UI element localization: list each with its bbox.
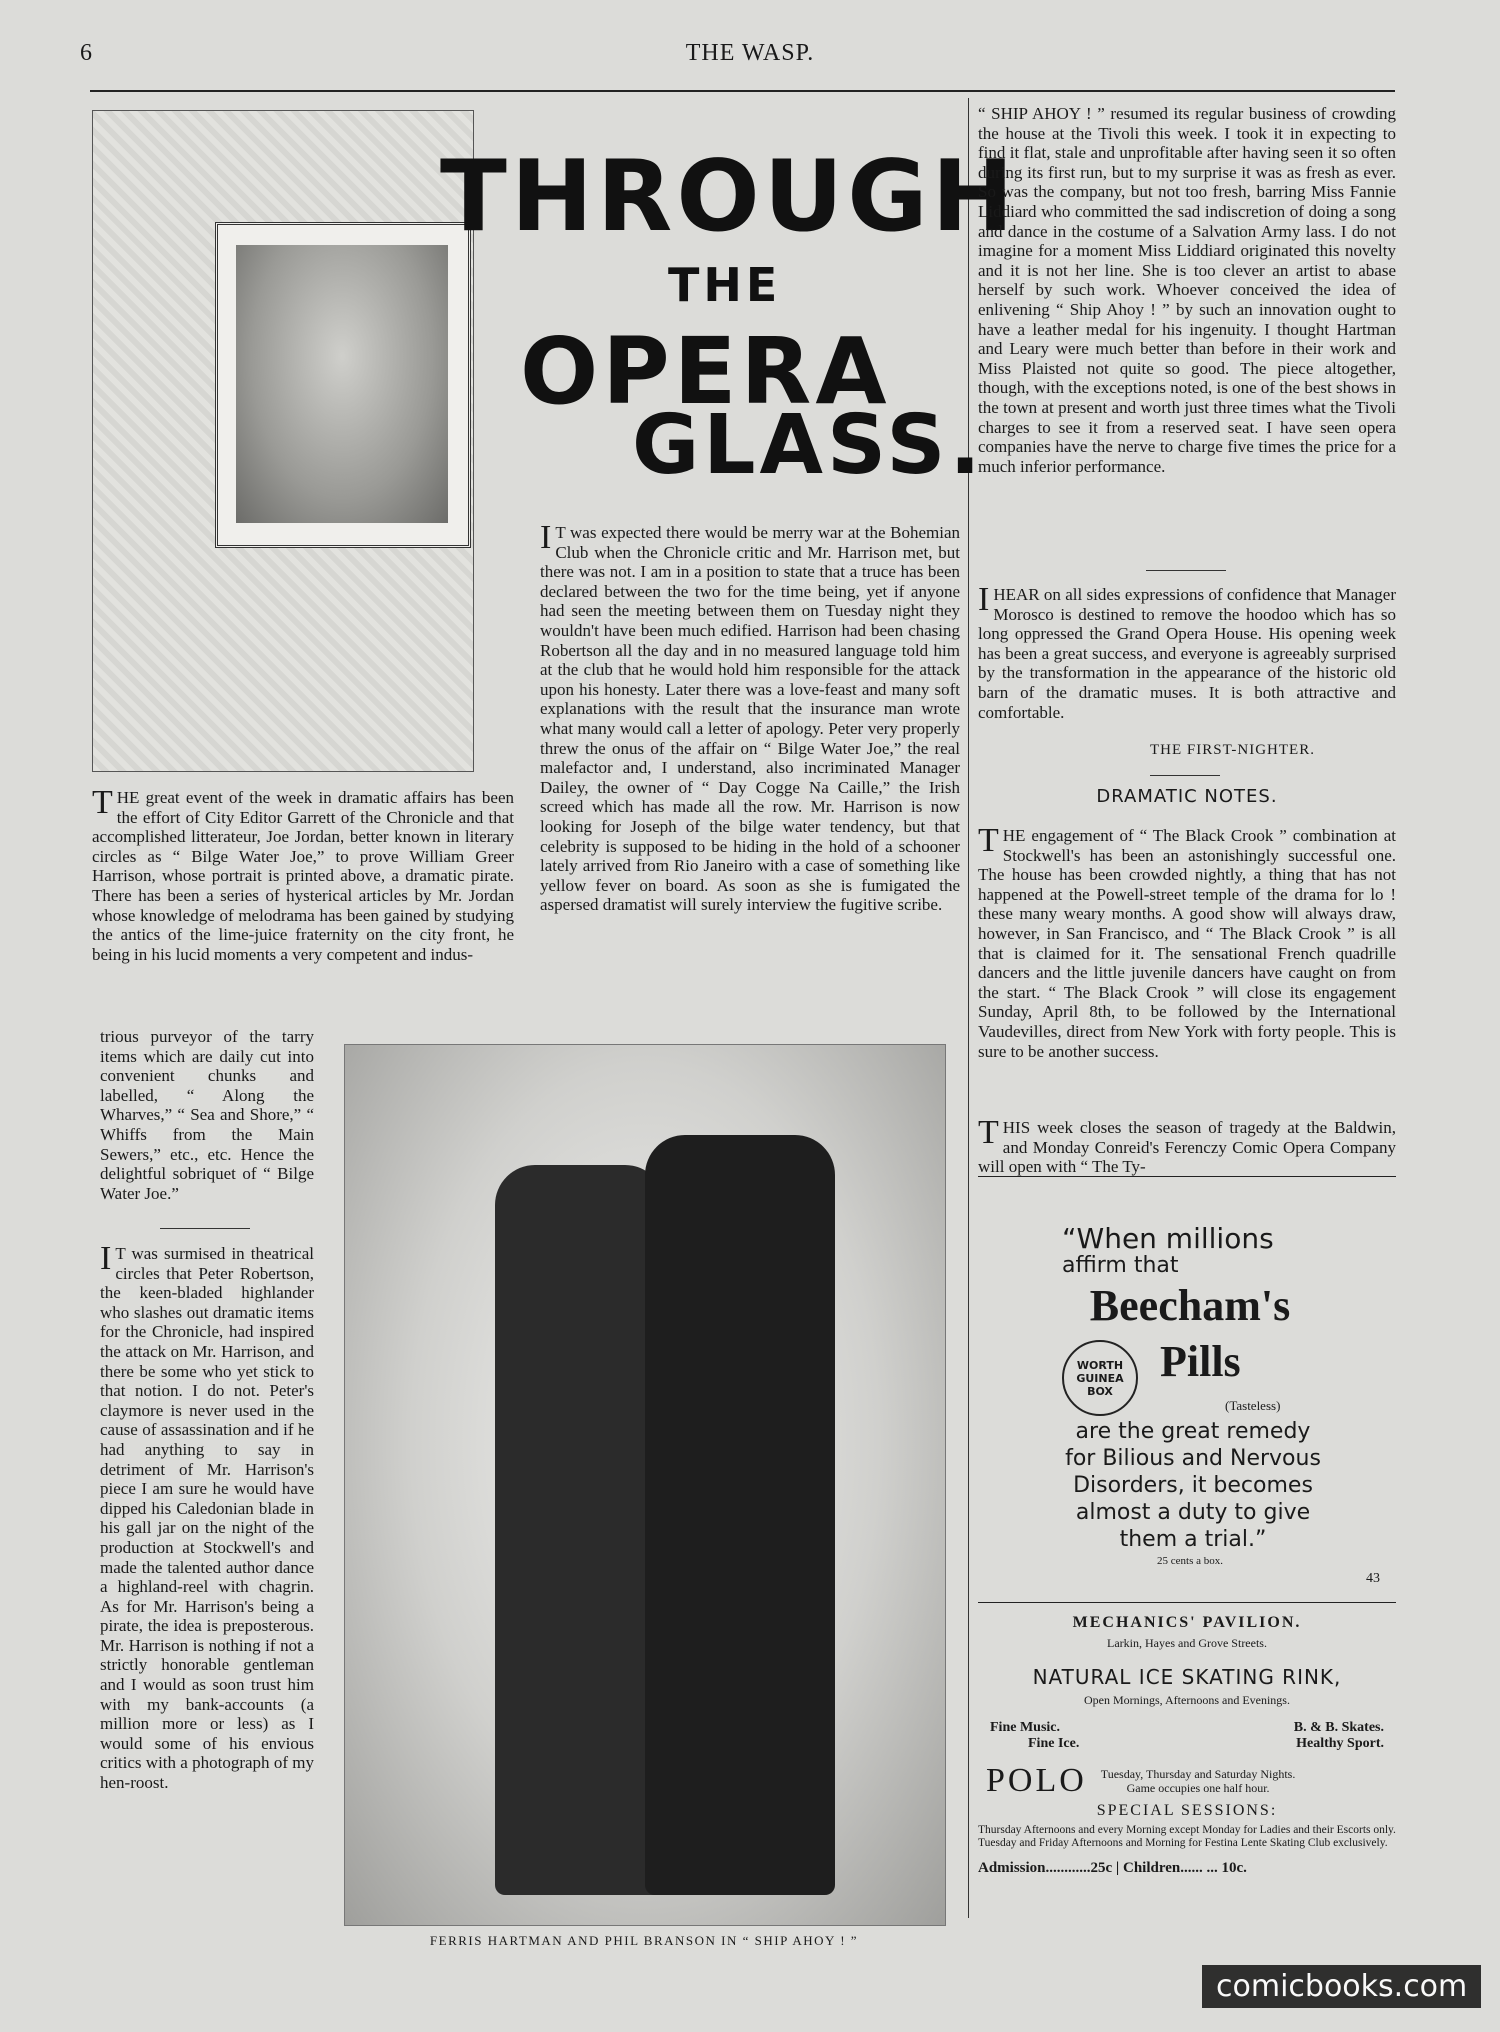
article-narrow-2: IT was surmised in theatrical circles that Peter Robertson, the keen-bladed highlander who slashes out dramatic items for the Chronicle, had inspired the attack on Mr. Harrison, and there be some who yet stick to that notion. I do not. Peter's claymore is never used in the cause of assassination and if he had anything to say in detriment of Mr. Harrison's piece I am sure he would have dipped his Caledonian blade in his gall jar on the night of the production at Stockwell's and made the talented author dance a highland-reel with chagrin. As for Mr. Harrison's being a pirate, the idea is preposterous. Mr. Harrison is nothing if not a strictly honorable gentleman and I would as soon trust him with my bank-accounts (a million more or less) as I would some of his envious critics with a photograph of my hen-roost. (100, 1240, 314, 1793)
stage-photo (344, 1044, 946, 1926)
page-number: 6 (80, 40, 93, 66)
title-the: THE (668, 258, 782, 312)
article-ship-ahoy: “ SHIP AHOY ! ” resumed its regular business of crowding the house at the Tivoli this week. I took it in expecting to find it flat, stale and unprofitable after having seen it so often during its first run, but to my surprise it was as fresh as ever. So was the company, but not too fresh, barring Miss Fannie Liddiard who committed the sad indiscretion of doing a song and dance in the costume of a Salvation Army lass. I do not imagine for a moment Miss Liddiard originated this novelty and it is not her line. She is too clever an artist to abase herself by such work. Whoever conceived the idea of enlivening “ Ship Ahoy ! ” by such an innovation ought to have a leather medal for his ingenuity. I thought Hartman and Leary were much better than before in their work and Miss Plaisted not quite so good. The piece altogether, though, with the exceptions noted, is one of the best shows in the town at present and worth just three times what the Tivoli charges to see it from a reserved seat. I have seen opera companies have the nerve to charge five times the price for a much inferior performance. (978, 104, 1396, 476)
seal-mid: GUINEA (1076, 1371, 1124, 1385)
admission-prices: Admission............25c | Children...... ... 10c. (978, 1860, 1247, 1876)
special-sessions: SPECIAL SESSIONS: (1096, 1802, 1278, 1819)
pavilion-title: MECHANICS' PAVILION. (1072, 1614, 1302, 1631)
section-divider-3 (1150, 775, 1220, 776)
portrait-frame (215, 222, 471, 548)
article-intro: THE great event of the week in dramatic affairs has been the effort of City Editor Garrett of the Chronicle and that accomplished litterateur, Joe Jordan, better known in literary circles as “ Bilge Water Joe,” to prove William Greer Harrison, whose portrait is printed above, a dramatic pirate. There has been a series of hysterical articles by Mr. Jordan whose knowledge of melodrama has been gained by studying the antics of the lime-juice fraternity on the city front, he being in his lucid moments a very competent and indus- (92, 784, 514, 964)
seal-bottom: BOX (1087, 1384, 1113, 1398)
publication-title: THE WASP. (685, 40, 815, 66)
pavilion-address: Larkin, Hayes and Grove Streets. (1107, 1636, 1267, 1650)
ad-tasteless: (Tasteless) (1225, 1398, 1281, 1413)
guinea-seal-icon (1062, 1340, 1138, 1416)
section-divider (160, 1228, 250, 1229)
title-through: THROUGH (440, 140, 1018, 254)
watermark-logo: comicbooks.com (1202, 1965, 1481, 2008)
column-divider (968, 98, 969, 1918)
ad-brand1: Beecham's (1089, 1281, 1291, 1330)
title-glass: GLASS. (632, 398, 985, 493)
session-2: Tuesday and Friday Afternoons and Morning for Festina Lente Skating Club exclusively. (978, 1837, 1388, 1849)
session-1: Thursday Afternoons and every Morning except Monday for Ladies and their Escorts only. (978, 1824, 1396, 1836)
feature-sport: Healthy Sport. (1296, 1736, 1384, 1751)
ad-line1: “When millions (1062, 1222, 1274, 1255)
actor-figure-right (645, 1135, 835, 1895)
ad-price: 25 cents a box. (1157, 1555, 1223, 1567)
article-black-crook: THE engagement of “ The Black Crook ” combination at Stockwell's has been an astonishingly successful one. The house has been crowded nightly, a thing that has not happened at the Powell-street temple of the drama for lo ! these many weary months. A good show will always draw, however, in San Francisco, and “ The Black Crook ” is all that is claimed for it. The sensational French quadrille dancers and the little juvenile dancers have caught on from the start. “ The Black Crook ” will close its engagement Sunday, April 8th, to be followed by the International Vaudevilles, direct from New York with forty people. This is sure to be another success. (978, 822, 1396, 1061)
ad-rule-mid (978, 1602, 1396, 1603)
polo-note1: Tuesday, Thursday and Saturday Nights. (1100, 1767, 1296, 1781)
polo-label: POLO (986, 1762, 1087, 1799)
title-opera: OPERA (520, 318, 891, 425)
feature-skates: B. & B. Skates. (1293, 1720, 1384, 1735)
polo-note2: Game occupies one half hour. (1126, 1781, 1270, 1795)
header-rule (90, 90, 1395, 92)
portrait-photo (236, 245, 448, 523)
article-baldwin: THIS week closes the season of tragedy at the Baldwin, and Monday Conreid's Ferenczy Comic Opera Company will open with “ The Ty- (978, 1114, 1396, 1177)
ad-rule-top (978, 1176, 1396, 1177)
article-morosco: IHEAR on all sides expressions of confidence that Manager Morosco is destined to remove the hoodoo which has so long oppressed the Grand Opera House. His opening week has been a great success, and everyone is agreeably surprised by the transformation in the appearance of the historic old barn of the dramatic muses. It is both attractive and comfortable. (978, 581, 1396, 722)
ad-line2: affirm that (1062, 1253, 1179, 1278)
actor-figure-left (495, 1165, 665, 1895)
pavilion-rink: NATURAL ICE SKATING RINK, (1032, 1665, 1342, 1689)
photo-caption: FERRIS HARTMAN AND PHIL BRANSON IN “ SHIP AHOY ! ” (429, 1933, 859, 1948)
beecham-ad (1000, 1224, 1380, 1587)
pavilion-ad (978, 1614, 1396, 1877)
pavilion-open: Open Mornings, Afternoons and Evenings. (1084, 1693, 1290, 1707)
seal-top: WORTH (1076, 1358, 1124, 1372)
feature-music: Fine Music. (990, 1720, 1060, 1735)
ad-number: 43 (1366, 1571, 1380, 1586)
article-narrow-1: trious purveyor of the tarry items which are daily cut into convenient chunks and labelled, “ Along the Wharves,” “ Sea and Shore,” “ Whiffs from the Main Sewers,” etc., etc. Hence the delightful sobriquet of “ Bilge Water Joe.” (100, 1027, 314, 1203)
signature: THE FIRST-NIGHTER. (1150, 742, 1315, 758)
article-bohemian-club: IT was expected there would be merry war at the Bohemian Club when the Chronicle critic and Mr. Harrison met, but there was not. I am in a position to state that a truce has been declared between the two for the time being, yet if anyone had seen the meeting between them on Tuesday night they wouldn't have been much edified. Harrison had been chasing Robertson all the day and in no measured language told him at the club that he would hold him responsible for the attack upon his honesty. Later there was a love-feast and many soft explanations with the result that the insurance man wrote what many would call a letter of apology. Peter very properly threw the onus of the affair on “ Bilge Water Joe,” the real malefactor and, I understand, also incriminated Manager Dailey, the owner of “ Day Cogge Na Caille,” the Irish screed which has made all the row. Mr. Harrison is now looking for Joseph of the bilge water tendency, but that celebrity is supposed to be hiding in the hold of a schooner lately arrived from Rio Janeiro with a case of something like yellow fever on board. As soon as she is fumigated the aspersed dramatist will surely interview the fugitive scribe. (540, 519, 960, 915)
feature-ice: Fine Ice. (1028, 1736, 1080, 1751)
dramatic-notes-heading: DRAMATIC NOTES. (1096, 786, 1278, 807)
ad-brand2: Pills (1160, 1337, 1241, 1386)
ad-body: are the great remedy for Bilious and Nervous Disorders, it becomes almost a duty to give them a trial.” (1065, 1419, 1321, 1552)
section-divider-2 (1146, 570, 1226, 571)
